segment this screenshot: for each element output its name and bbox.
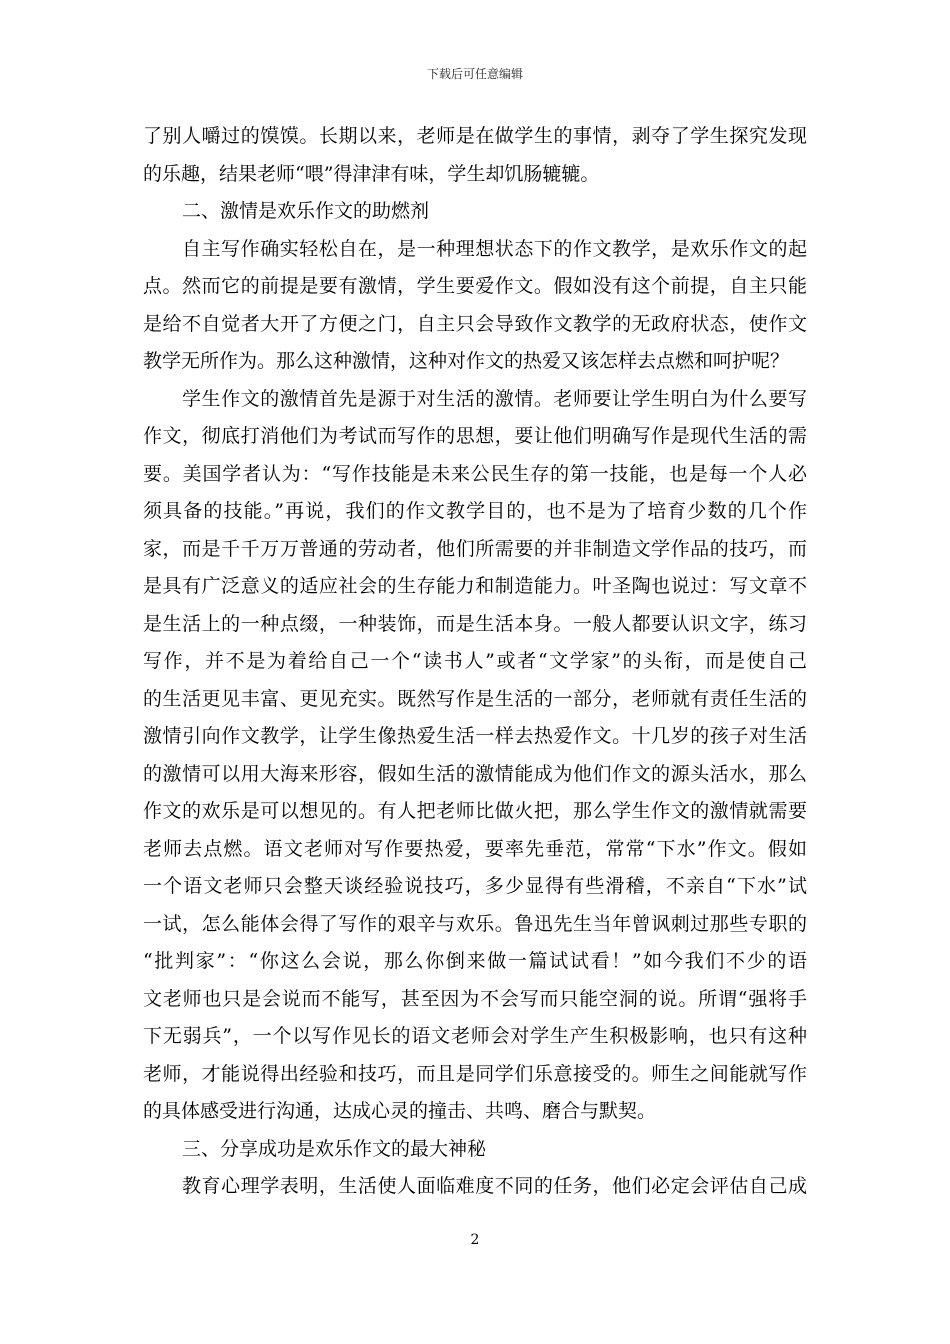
text-line: 点。然而它的前提是要有激情，学生要爱作文。假如没有这个前提，自主只能 (143, 275, 807, 297)
text-line: 老师去点燃。语文老师对写作要热爱，要率先垂范，常常“下水”作文。假如 (143, 837, 807, 860)
text-line: 要。美国学者认为：“写作技能是未来公民生存的第一技能，也是每一个人必 (143, 462, 807, 485)
text-line: 的生活更见丰富、更见充实。既然写作是生活的一部分，老师就有责任生活的 (143, 687, 807, 710)
text-line: 的具体感受进行沟通，达成心灵的撞击、共鸣、磨合与默契。 (143, 1100, 657, 1122)
text-line: 写作，并不是为着给自己一个“读书人”或者“文学家”的头衔，而是使自己 (143, 650, 807, 672)
body-text (143, 118, 807, 1206)
text-line: 一个语文老师只会整天谈经验说技巧，多少显得有些滑稽，不亲自“下水”试 (143, 875, 807, 897)
text-line: 自主写作确实轻松自在，是一种理想状态下的作文教学，是欢乐作文的起 (182, 237, 807, 260)
text-line: 的乐趣，结果老师“喂”得津津有味，学生却饥肠辘辘。 (143, 162, 600, 185)
text-line: 是生活上的一种点缀，一种装饰，而是生活本身。一般人都要认识文字，练习 (143, 612, 807, 635)
text-line: 激情引向作文教学，让学生像热爱生活一样去热爱作文。十几岁的孩子对生活 (143, 725, 807, 747)
text-line: 了别人嚼过的馍馍。长期以来，老师是在做学生的事情，剥夺了学生探究发现 (143, 125, 807, 147)
text-line: 下无弱兵”，一个以写作见长的语文老师会对学生产生积极影响，也只有这种 (143, 1025, 807, 1047)
text-line: 家，而是千千万万普通的劳动者，他们所需要的并非制造文学作品的技巧，而 (143, 537, 807, 560)
text-line: 是具有广泛意义的适应社会的生存能力和制造能力。叶圣陶也说过：写文章不 (143, 575, 807, 597)
text-line: 教育心理学表明，生活使人面临难度不同的任务，他们必定会评估自己成 (182, 1175, 807, 1197)
text-line: 的激情可以用大海来形容，假如生活的激情能成为他们作文的源头活水，那么 (143, 762, 807, 785)
text-line: 是给不自觉者大开了方便之门，自主只会导致作文教学的无政府状态，使作文 (143, 312, 807, 335)
text-line: 老师，才能说得出经验和技巧，而且是同学们乐意接受的。师生之间能就写作 (143, 1062, 807, 1085)
page-header: 下载后可任意编辑 (426, 67, 523, 81)
text-line: 作文，彻底打消他们为考试而写作的思想，要让他们明确写作是现代生活的需 (143, 425, 807, 447)
text-line: “批判家”：“你这么会说，那么你倒来做一篇试试看！”如今我们不少的语 (143, 950, 807, 972)
section-heading: 三、分享成功是欢乐作文的最大神秘 (182, 1137, 487, 1160)
text-line: 一试，怎么能体会得了写作的艰辛与欢乐。鲁迅先生当年曾讽刺过那些专职的 (143, 912, 807, 935)
page-number: 2 (470, 1232, 480, 1248)
text-line: 学生作文的激情首先是源于对生活的激情。老师要让学生明白为什么要写 (182, 387, 807, 410)
text-line: 作文的欢乐是可以想见的。有人把老师比做火把，那么学生作文的激情就需要 (143, 800, 807, 822)
section-heading: 二、激情是欢乐作文的助燃剂 (182, 200, 430, 222)
text-line: 须具备的技能。”再说，我们的作文教学目的，也不是为了培育少数的几个作 (143, 500, 807, 522)
text-line: 文老师也只是会说而不能写，甚至因为不会写而只能空洞的说。所谓“强将手 (143, 987, 807, 1010)
text-line: 教学无所作为。那么这种激情，这种对作文的热爱又该怎样去点燃和呵护呢？ (143, 350, 790, 372)
